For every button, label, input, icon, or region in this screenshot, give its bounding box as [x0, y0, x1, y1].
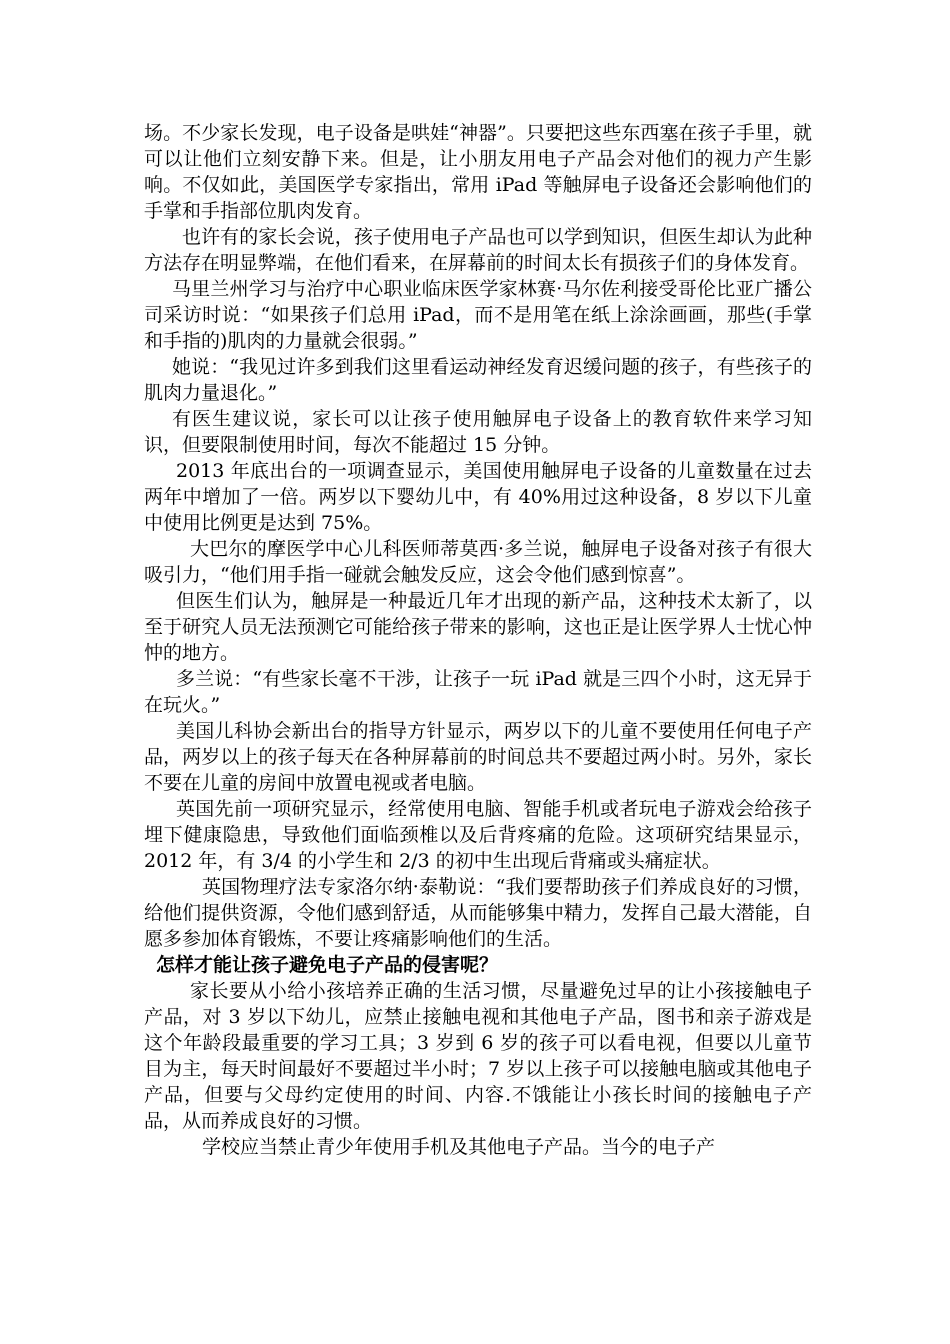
- paragraph-8: 但医生们认为，触屏是一种最近几年才出现的新产品，这种技术太新了，以至于研究人员无法预测它可能给孩子带来的影响，这也正是让医学界人士忧心忡忡的地方。: [144, 590, 812, 664]
- paragraph-1: 场。不少家长发现，电子设备是哄娃“神器”。只要把这些东西塞在孩子手里，就可以让他们立刻安静下来。但是，让小朋友用电子产品会对他们的视力产生影响。不仅如此，美国医学专家指出，常用 iPad 等触屏电子设备还会影响他们的手掌和手指部位肌肉发育。: [144, 122, 812, 222]
- paragraph-14: 学校应当禁止青少年使用手机及其他电子产品。当今的电子产: [202, 1136, 716, 1158]
- paragraph-3: 马里兰州学习与治疗中心职业临床医学家林赛·马尔佐利接受哥伦比亚广播公司采访时说：“如果孩子们总用 iPad，而不是用笔在纸上涂涂画画，那些(手掌和手指的)肌肉的力量就会很弱。”: [144, 278, 812, 352]
- paragraph-6: 2013 年底出台的一项调查显示，美国使用触屏电子设备的儿童数量在过去两年中增加了一倍。两岁以下婴幼儿中，有 40%用过这种设备，8 岁以下儿童中使用比例更是达到 75%。: [144, 460, 812, 534]
- paragraph-5: 有医生建议说，家长可以让孩子使用触屏电子设备上的教育软件来学习知识，但要限制使用时间，每次不能超过 15 分钟。: [144, 408, 812, 456]
- paragraph-12: 英国物理疗法专家洛尔纳·泰勒说：“我们要帮助孩子们养成良好的习惯，给他们提供资源，令他们感到舒适，从而能够集中精力，发挥自己最大潜能，自愿多参加体育锻炼，不要让疼痛影响他们的生活。: [144, 876, 812, 950]
- paragraph-11: 英国先前一项研究显示，经常使用电脑、智能手机或者玩电子游戏会给孩子埋下健康隐患，导致他们面临颈椎以及后背疼痛的危险。这项研究结果显示，2012 年，有 3/4 的小学生和 2/3 的初中生出现后背痛或头痛症状。: [144, 798, 812, 872]
- document-page: [144, 120, 812, 1160]
- paragraph-10: 美国儿科协会新出台的指导方针显示，两岁以下的儿童不要使用任何电子产品，两岁以上的孩子每天在各种屏幕前的时间总共不要超过两小时。另外，家长不要在儿童的房间中放置电视或者电脑。: [144, 720, 812, 794]
- paragraph-2: 也许有的家长会说，孩子使用电子产品也可以学到知识，但医生却认为此种方法存在明显弊端，在他们看来，在屏幕前的时间太长有损孩子们的身体发育。: [144, 226, 812, 274]
- section-heading: 怎样才能让孩子避免电子产品的侵害呢？: [156, 954, 499, 976]
- paragraph-13: 家长要从小给小孩培养正确的生活习惯，尽量避免过早的让小孩接触电子产品，对 3 岁以下幼儿，应禁止接触电视和其他电子产品，图书和亲子游戏是这个年龄段最重要的学习工具；3 岁到 6 岁的孩子可以看电视，但要以儿童节目为主，每天时间最好不要超过半小时；7 岁以上孩子可以接触电脑或其他电子产品，但要与父母约定使用的时间、内容.不饿能让小孩长时间的接触电子产品，从而养成良好的习惯。: [144, 980, 812, 1132]
- paragraph-9: 多兰说：“有些家长毫不干涉，让孩子一玩 iPad 就是三四个小时，这无异于在玩火。”: [144, 668, 812, 716]
- paragraph-7: 大巴尔的摩医学中心儿科医师蒂莫西·多兰说，触屏电子设备对孩子有很大吸引力，“他们用手指一碰就会触发反应，这会令他们感到惊喜”。: [144, 538, 812, 586]
- paragraph-4: 她说：“我见过许多到我们这里看运动神经发育迟缓问题的孩子，有些孩子的肌肉力量退化。”: [144, 356, 812, 404]
